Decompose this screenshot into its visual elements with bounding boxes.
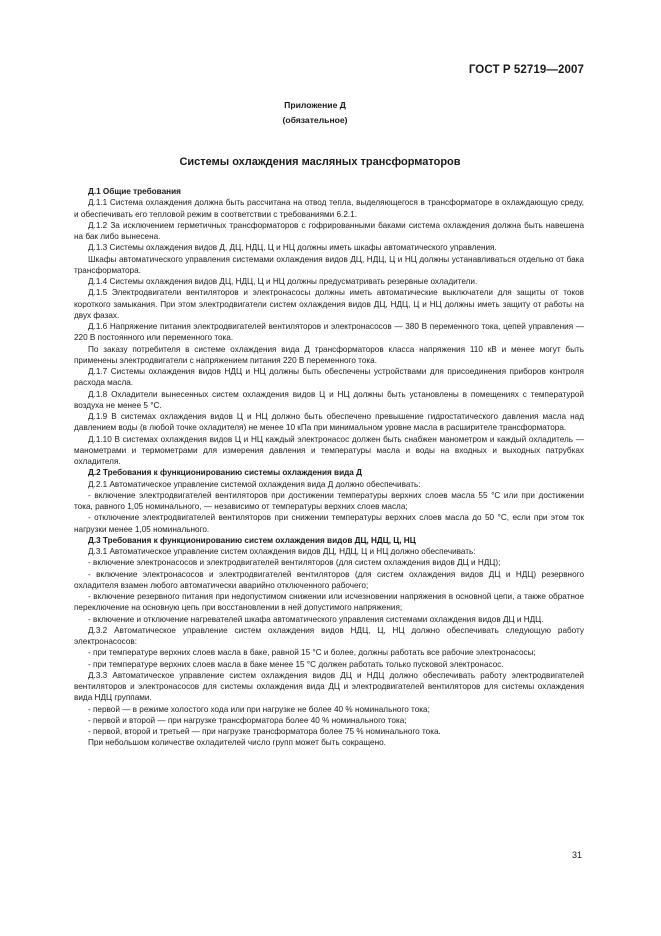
appendix-heading: [0, 98, 630, 128]
paragraph: Д.1.10 В системах охлаждения видов Ц и НЦ каждый электронасос должен быть снабжен манометром и каждый охладитель — манометрами и термометрами для измерения давления и температуры масла и воды на входных и выходных патрубках охладителя.: [74, 434, 584, 466]
appendix-status: (обязательное): [282, 115, 348, 125]
paragraph: По заказу потребителя в системе охлаждения вида Д трансформаторов класса напряжения 110 кВ и менее могут быть применены электродвигатели с напряжением питания 220 В переменного тока.: [74, 344, 584, 365]
body-text: [74, 186, 584, 749]
paragraph: Д.1.5 Электродвигатели вентиляторов и электронасосы должны иметь автоматические выключатели для защиты от токов короткого замыкания. При этом электродвигатели систем охлаждения видов ДЦ, НДЦ, Ц и НЦ должны иметь защиту от работы на двух фазах.: [74, 288, 584, 320]
paragraph: Д.3.1 Автоматическое управление систем охлаждения видов ДЦ, НДЦ, Ц и НЦ должно обеспечивать:: [88, 547, 476, 556]
paragraph: - включение электронасосов и электродвигателей вентиляторов (для систем охлаждения видов ДЦ и НДЦ);: [88, 558, 501, 568]
paragraph: - включение электродвигателей вентиляторов при достижении температуры верхних слоев масла 55 °С или при достижении тока, равного 1,05 номинального, — независимо от температуры верхних слоев масла;: [74, 490, 584, 511]
paragraph: - включение резервного питания при недопустимом снижении или исчезновении напряжения в основной цепи, а также обратное переключение на основную цепь при восстановлении в ней допустимого напряжения;: [74, 592, 584, 613]
section-title: Системы охлаждения масляных трансформаторов: [179, 156, 461, 168]
appendix-title: Приложение Д: [284, 100, 346, 110]
paragraph: - первой и второй — при нагрузке трансформатора более 40 % номинального тока;: [88, 715, 407, 725]
standard-code: ГОСТ Р 52719—2007: [468, 64, 584, 76]
subsection-heading: Д.1 Общие требования: [88, 187, 181, 196]
paragraph: - первой — в режиме холостого хода или при нагрузке не более 40 % номинального тока;: [88, 704, 430, 714]
paragraph: Д.3.2 Автоматическое управление систем охлаждения видов НДЦ, Ц, НЦ должно обеспечивать следующую работу электронасосов:: [74, 625, 584, 646]
page-number: 31: [571, 850, 582, 860]
paragraph: Д.1.7 Системы охлаждения видов НДЦ и НЦ должны быть обеспечены устройствами для присоединения приборов контроля расхода масла.: [74, 367, 584, 388]
paragraph: - включение электронасосов и электродвигателей вентиляторов (для систем охлаждения видов ДЦ и НДЦ) резервного охладителя взамен любого автоматически аварийно отключенного рабочего;: [74, 569, 584, 590]
subsection-heading: Д.3 Требования к функционированию систем охлаждения видов ДЦ, НДЦ, Ц, НЦ: [88, 535, 416, 545]
paragraph: Д.1.6 Напряжение питания электродвигателей вентиляторов и электронасосов — 380 В переменного тока, цепей управления — 220 В постоянного или переменного тока.: [74, 322, 584, 343]
paragraph: Д.1.1 Система охлаждения должна быть рассчитана на отвод тепла, выделяющегося в трансформаторе в охлаждающую среду, и обеспечивать его тепловой режим в соответствии с требованиями 6.2.1.: [74, 198, 584, 219]
paragraph: Д.1.9 В системах охлаждения видов Ц и НЦ должно быть обеспечено превышение гидростатического давления масла над давлением воды (в любой точке охладителя) не менее 10 кПа при минимальном уровне масла в расширителе трансформатора.: [74, 412, 584, 433]
paragraph: Д.1.4 Системы охлаждения видов ДЦ, НДЦ, Ц и НЦ должны предусматривать резервные охладители.: [88, 277, 478, 286]
paragraph: - отключение электродвигателей вентиляторов при снижении температуры верхних слоев масла до 50 °С, если при этом ток нагрузки менее 1,05 номинального.: [74, 513, 584, 534]
paragraph: При небольшом количестве охладителей число групп может быть сокращено.: [88, 738, 386, 748]
paragraph: Шкафы автоматического управления системами охлаждения видов ДЦ, НДЦ, Ц и НЦ должны устанавливаться отдельно от бака трансформатора.: [74, 254, 584, 275]
paragraph: Д.2.1 Автоматическое управление системой охлаждения вида Д должно обеспечивать:: [88, 479, 421, 489]
paragraph: Д.1.2 За исключением герметичных трансформаторов с гофрированными баками система охлаждения должна быть навешена на бак либо вынесена.: [74, 220, 584, 241]
subsection-heading: Д.2 Требования к функционированию системы охлаждения вида Д: [88, 468, 362, 478]
paragraph: Д.1.3 Системы охлаждения видов Д, ДЦ, НДЦ, Ц и НЦ должны иметь шкафы автоматического управления.: [88, 243, 497, 253]
paragraph: - включение и отключение нагревателей шкафа автоматического управления системами охлаждения видов ДЦ и НДЦ.: [88, 614, 544, 624]
paragraph: Д.3.3 Автоматическое управление систем охлаждения видов ДЦ и НДЦ должно обеспечивать работу электродвигателей вентиляторов и электронасосов для системы охлаждения вида ДЦ и электродвигателей вентиляторов для системы охлаждения вида НДЦ группами.: [74, 670, 584, 703]
paragraph: - первой, второй и третьей — при нагрузке трансформатора более 75 % номинального тока.: [88, 727, 441, 736]
paragraph: Д.1.8 Охладители вынесенных систем охлаждения видов Ц и НЦ должны быть установлены в помещениях с температурой воздуха не менее 5 °С.: [74, 389, 584, 410]
paragraph: - при температуре верхних слоев масла в баке менее 15 °С должен работать только пусковой электронасос.: [88, 659, 504, 669]
paragraph: - при температуре верхних слоев масла в баке, равной 15 °С и более, должны работать все рабочие электронасосы;: [88, 648, 536, 658]
